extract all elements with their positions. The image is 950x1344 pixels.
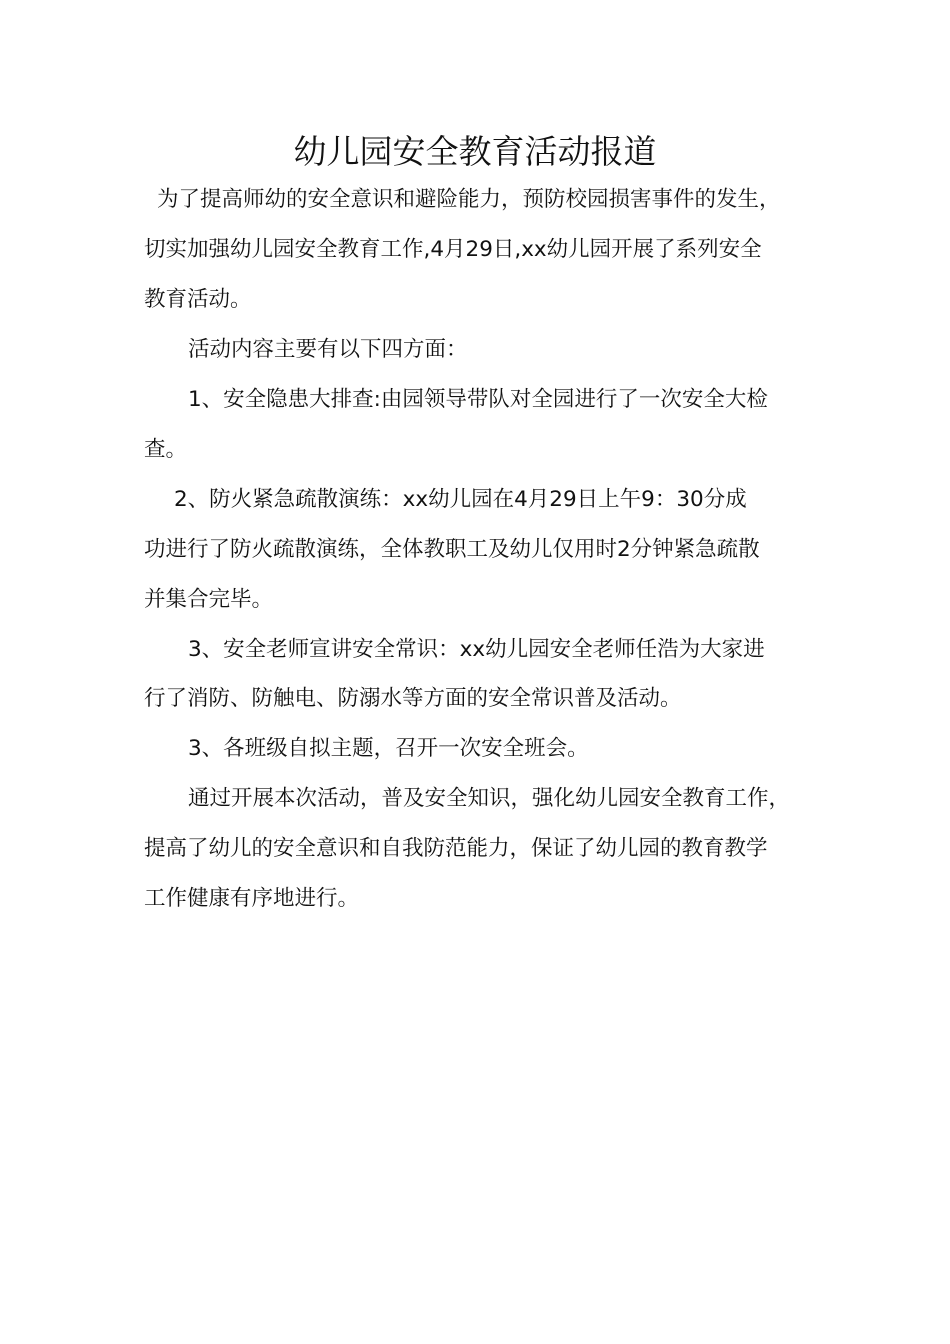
paragraph-line-8: 功进行了防火疏散演练，全体教职工及幼儿仅用时2分钟紧急疏散	[144, 537, 760, 562]
paragraph-line-13: 通过开展本次活动，普及安全知识，强化幼儿园安全教育工作，	[188, 786, 791, 811]
paragraph-line-7: 2、防火紧急疏散演练：xx幼儿园在4月29日上午9：30分成	[174, 487, 747, 512]
paragraph-line-12: 3、各班级自拟主题，召开一次安全班会。	[188, 736, 589, 761]
paragraph-line-10: 3、安全老师宣讲安全常识：xx幼儿园安全老师任浩为大家进	[188, 637, 765, 662]
paragraph-line-1: 为了提高师幼的安全意识和避险能力，预防校园损害事件的发生，	[157, 187, 781, 212]
paragraph-line-5: 1、安全隐患大排查:由园领导带队对全园进行了一次安全大检	[188, 387, 768, 412]
paragraph-line-2: 切实加强幼儿园安全教育工作,4月29日,xx幼儿园开展了系列安全	[144, 237, 762, 262]
document-title: 幼儿园安全教育活动报道	[293, 132, 657, 171]
paragraph-line-9: 并集合完毕。	[144, 587, 274, 612]
paragraph-line-6: 查。	[144, 437, 188, 462]
paragraph-line-3: 教育活动。	[144, 287, 252, 312]
paragraph-line-14: 提高了幼儿的安全意识和自我防范能力，保证了幼儿园的教育教学	[144, 836, 768, 861]
paragraph-line-4: 活动内容主要有以下四方面：	[188, 337, 468, 362]
paragraph-line-15: 工作健康有序地进行。	[144, 886, 360, 911]
paragraph-line-11: 行了消防、防触电、防溺水等方面的安全常识普及活动。	[144, 686, 682, 711]
